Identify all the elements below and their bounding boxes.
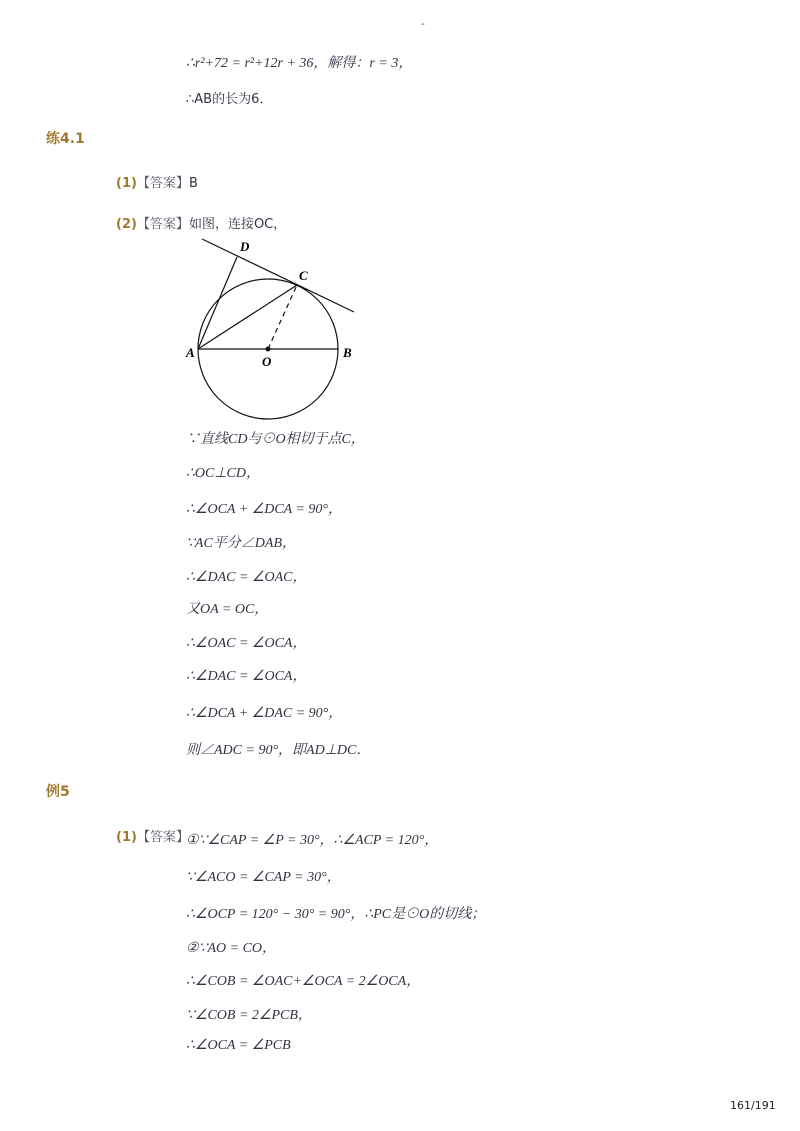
proof-line: ∴∠DCA + ∠DAC = 90°， <box>186 706 343 721</box>
proof-line: ∵∠ACO = ∠CAP = 30°， <box>186 870 341 885</box>
proof-line: ①∵∠CAP = ∠P = 30°，∴∠ACP = 120°， <box>186 833 439 848</box>
item-number: (1) <box>116 176 137 191</box>
item-number: (2) <box>116 217 137 232</box>
tangent-line-cd <box>202 239 354 312</box>
proof-line: 则∠ADC = 90°，即AD⊥DC． <box>186 743 371 758</box>
proof-line: ∴∠DAC = ∠OCA， <box>186 669 307 684</box>
geometry-figure <box>178 232 378 427</box>
label-d: D <box>240 239 250 254</box>
proof-line: ∴OC⊥CD， <box>186 466 260 481</box>
answer-text: 如图，连接OC， <box>188 217 287 232</box>
answer-line <box>116 213 286 232</box>
answer-bracket: 【答案】 <box>136 176 189 191</box>
text-line: ∴r²+72 = r²+12r + 36，解得：r = 3， <box>186 56 413 71</box>
proof-line: ∵AC平分∠DAB， <box>186 536 297 551</box>
proof-line: ∵∠COB = 2∠PCB， <box>186 1008 312 1023</box>
answer-label <box>116 826 189 845</box>
proof-line: ∵直线CD与⊙O相切于点C， <box>186 432 365 447</box>
label-o: O <box>262 354 272 369</box>
proof-line: ∴∠OCP = 120° − 30° = 90°，∴PC是⊙O的切线； <box>186 907 486 922</box>
text-line: ∴AB的长为6． <box>186 92 273 107</box>
segment-ac <box>198 285 297 349</box>
page-number: 161/191 <box>730 1099 776 1112</box>
proof-line: ∴∠OCA = ∠PCB <box>186 1038 291 1053</box>
answer-bracket: 【答案】 <box>136 830 189 845</box>
proof-line: 又OA = OC， <box>186 602 269 617</box>
header-mark: - <box>421 17 425 30</box>
item-number: (1) <box>116 830 137 845</box>
label-a: A <box>186 345 195 360</box>
proof-line: ∴∠OCA + ∠DCA = 90°， <box>186 502 342 517</box>
answer-bracket: 【答案】 <box>136 217 189 232</box>
proof-line: ∴∠DAC = ∠OAC， <box>186 570 307 585</box>
answer-text: B <box>188 176 198 191</box>
proof-line: ②∵AO = CO， <box>186 941 277 956</box>
label-c: C <box>299 268 308 283</box>
section-title: 例5 <box>46 784 70 800</box>
proof-line: ∴∠COB = ∠OAC+∠OCA = 2∠OCA， <box>186 974 421 989</box>
segment-ad <box>198 257 237 349</box>
center-point-o <box>266 347 271 352</box>
answer-line <box>116 172 198 191</box>
proof-line: ∴∠OAC = ∠OCA， <box>186 636 307 651</box>
label-b: B <box>343 345 352 360</box>
section-title: 练4.1 <box>46 131 85 147</box>
